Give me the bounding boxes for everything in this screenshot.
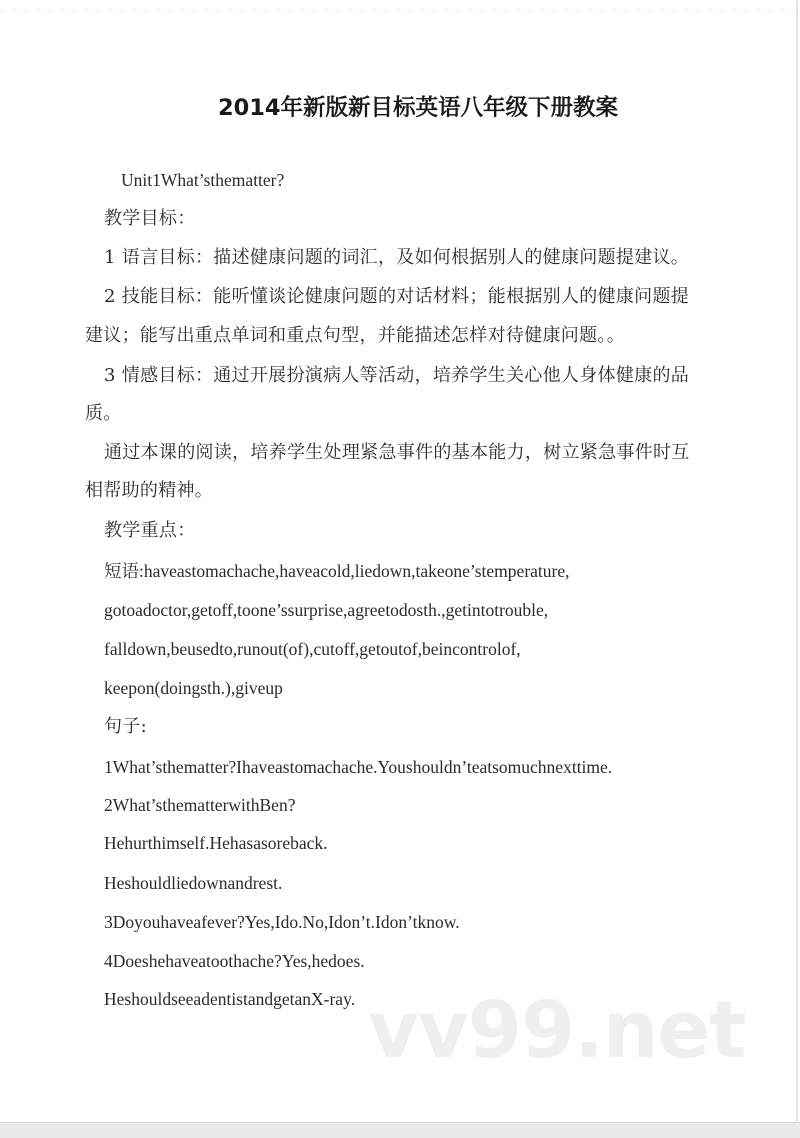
objective-line-2-cont: 建议；能写出重点单词和重点句型，并能描述怎样对待健康问题。。 bbox=[85, 325, 625, 346]
sentence-line-4: Heshouldliedownandrest. bbox=[104, 873, 283, 893]
sentence-line-1: 1What’sthematter?Ihaveastomachache.Youshouldn’teatsomuchnexttime. bbox=[104, 757, 613, 777]
sentence-line-7: HeshouldseeadentistandgetanX-ray. bbox=[104, 989, 356, 1009]
page-bottom-edge bbox=[0, 1122, 800, 1138]
phrases-line-1: 短语:haveastomachache,haveacold,liedown,takeone’stemperature, bbox=[104, 561, 570, 581]
phrases-line-4: keepon(doingsth.),giveup bbox=[104, 678, 283, 698]
document-title: 2014年新版新目标英语八年级下册教案 bbox=[217, 95, 619, 121]
key-points-heading: 教学重点： bbox=[104, 520, 196, 541]
objective-line-2: 2 技能目标：能听懂谈论健康问题的对话材料；能根据别人的健康问题提 bbox=[104, 286, 690, 307]
objective-line-3: 3 情感目标：通过开展扮演病人等活动，培养学生关心他人身体健康的品 bbox=[104, 365, 690, 386]
phrases-line-3: falldown,beusedto,runout(of),cutoff,getoutof,beincontrolof, bbox=[104, 639, 521, 659]
objective-line-4: 通过本课的阅读，培养学生处理紧急事件的基本能力，树立紧急事件时互 bbox=[104, 442, 690, 463]
watermark-text: vv99.net bbox=[368, 986, 746, 1076]
sentence-line-5: 3Doyouhaveafever?Yes,Ido.No,Idon’t.Idon’tknow. bbox=[104, 912, 460, 932]
sentence-line-3: Hehurthimself.Hehasasoreback. bbox=[104, 833, 328, 853]
objective-line-1: 1 语言目标：描述健康问题的词汇，及如何根据别人的健康问题提建议。 bbox=[104, 247, 690, 268]
sentences-heading: 句子: bbox=[104, 716, 147, 737]
page-top-edge bbox=[0, 8, 796, 14]
unit-heading: Unit1What’sthematter? bbox=[121, 170, 285, 190]
sentence-line-2: 2What’sthematterwithBen? bbox=[104, 795, 296, 815]
objective-line-3-cont: 质。 bbox=[85, 403, 122, 424]
phrases-line-2: gotoadoctor,getoff,toone’ssurprise,agreetodosth.,getintotrouble, bbox=[104, 600, 549, 620]
objective-line-4-cont: 相帮助的精神。 bbox=[85, 480, 214, 501]
sentence-line-6: 4Doeshehaveatoothache?Yes,hedoes. bbox=[104, 951, 365, 971]
objectives-heading: 教学目标： bbox=[104, 208, 196, 229]
